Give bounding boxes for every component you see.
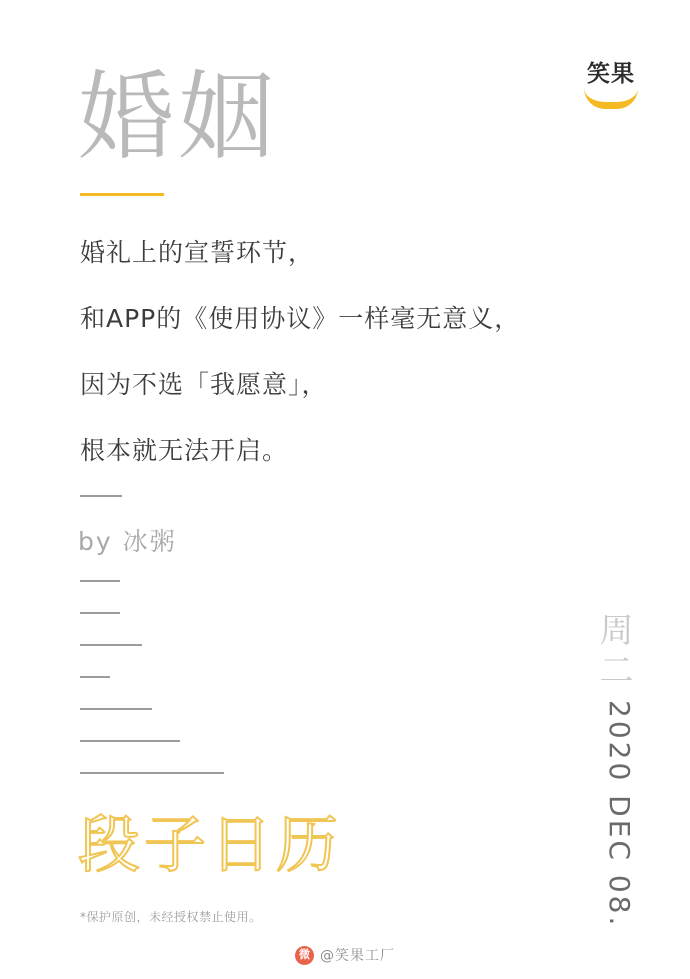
joke-line: 婚礼上的宣誓环节，: [80, 238, 315, 267]
weibo-handle: @笑果工厂: [320, 948, 395, 964]
decorative-rule: [80, 612, 120, 614]
footer-credit: [0, 945, 690, 965]
copyright-note: *保护原创，未经授权禁止使用。: [80, 910, 262, 924]
decorative-rule: [80, 772, 224, 774]
decorative-rule: [80, 644, 142, 646]
decorative-rule: [80, 676, 110, 678]
decorative-rule: [80, 580, 120, 582]
joke-body: [80, 220, 600, 484]
decorative-rules: [80, 580, 380, 804]
watermark-text: 段子日历: [78, 808, 343, 881]
weekday-label: 周二: [593, 612, 633, 692]
joke-line: 根本就无法开启。: [80, 436, 289, 465]
brand-logo: [580, 60, 642, 112]
title-divider: [80, 193, 164, 196]
smile-icon: [584, 88, 638, 109]
author-divider: [80, 495, 122, 497]
joke-line: 因为不选「我愿意」，: [80, 370, 328, 399]
decorative-rule: [80, 740, 180, 742]
page-title: 婚姻: [78, 61, 278, 173]
decorative-rule: [80, 708, 152, 710]
joke-line: 和APP的《使用协议》一样毫无意义，: [80, 304, 521, 333]
author-credit: by 冰粥: [78, 527, 177, 556]
weibo-icon: 微: [295, 946, 314, 965]
date-stamp: 2020 DEC 08.: [603, 700, 636, 929]
brand-logo-text: 笑果: [587, 60, 635, 86]
